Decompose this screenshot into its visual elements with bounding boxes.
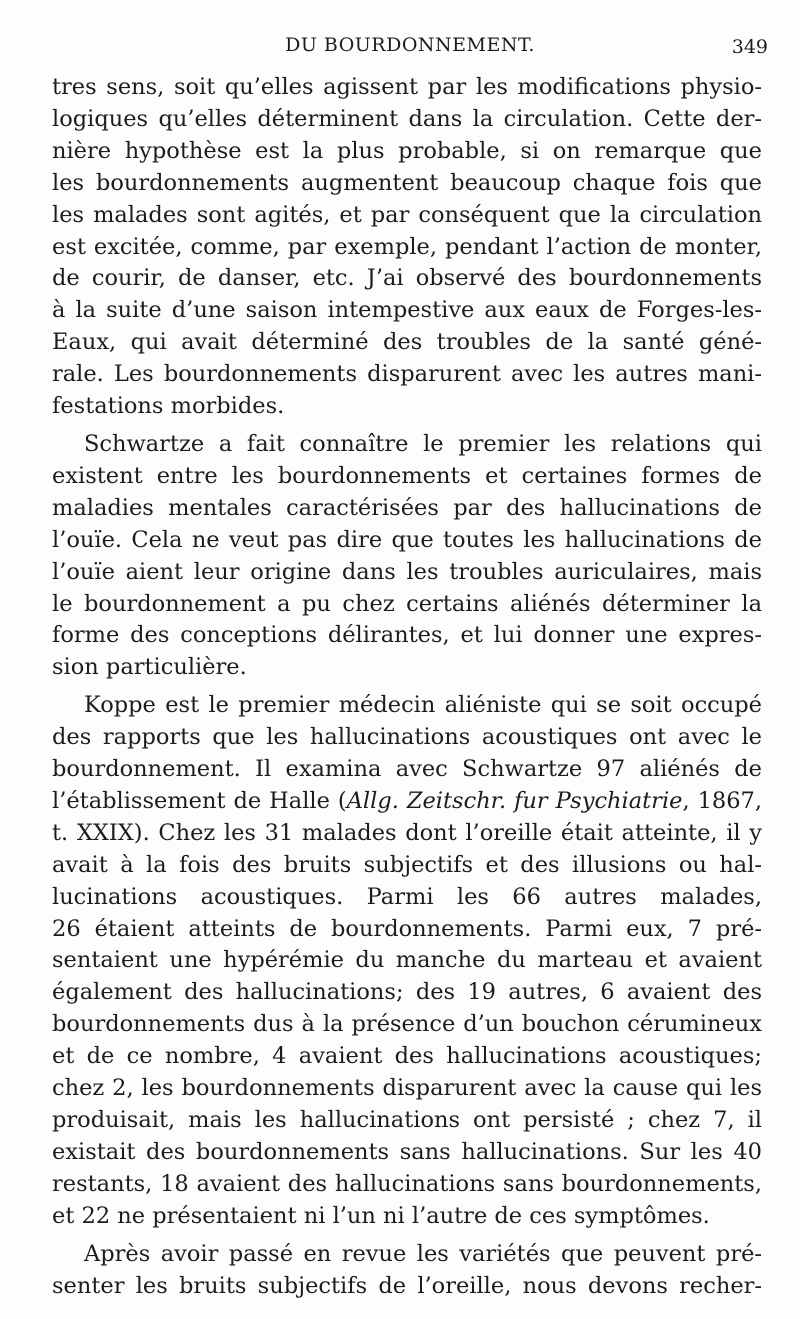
citation-suffix: , 1867,: [682, 787, 762, 814]
body-text: [52, 72, 762, 1302]
page-number: 349: [731, 36, 768, 58]
text-line: existait des bourdonnements sans hallucinations. Sur les 40: [52, 1138, 762, 1165]
text-line: les bourdonnements augmentent beaucoup chaque fois que: [52, 169, 762, 196]
text-line: bourdonnements dus à la présence d’un bouchon cérumineux: [52, 1011, 762, 1038]
text-line: sentaient une hypérémie du manche du marteau et avaient: [52, 947, 762, 974]
text-line: restants, 18 avaient des hallucinations sans bourdonnements,: [52, 1170, 762, 1197]
text-line: tres sens, soit qu’elles agissent par les modifications physio-: [52, 74, 762, 100]
text-line: les malades sont agités, et par conséquent que la circulation: [52, 201, 762, 228]
text-line: à la suite d’une saison intempestive aux eaux de Forges-les-: [52, 297, 762, 324]
text-line: festations morbides.: [52, 393, 285, 420]
text-line: bourdonnement. Il examina avec Schwartze 97 aliénés de: [52, 756, 762, 783]
text-line: rale. Les bourdonnements disparurent avec les autres mani-: [52, 361, 762, 388]
text-line: l’ouïe. Cela ne veut pas dire que toutes les hallucinations de: [52, 526, 762, 553]
text-line: et de ce nombre, 4 avaient des hallucinations acoustiques;: [52, 1043, 762, 1070]
running-title: DU BOURDONNEMENT.: [285, 34, 535, 56]
text-line: Schwartze a fait connaître le premier les relations qui: [84, 430, 762, 457]
text-line: senter les bruits subjectifs de l’oreille, nous devons recher-: [52, 1272, 762, 1299]
text-line: 26 étaient atteints de bourdonnements. Parmi eux, 7 pré-: [52, 915, 762, 942]
text-line: Après avoir passé en revue les variétés que peuvent pré-: [84, 1240, 762, 1267]
citation-journal: Allg. Zeitschr. fur Psychiatrie: [346, 787, 683, 814]
running-head: [52, 34, 768, 64]
text-line: lucinations acoustiques. Parmi les 66 autres malades,: [52, 883, 762, 910]
text-line: Eaux, qui avait déterminé des troubles de la santé géné-: [52, 329, 762, 356]
text-line: chez 2, les bourdonnements disparurent avec la cause qui les: [52, 1075, 762, 1102]
text-line: existent entre les bourdonnements et certaines formes de: [52, 462, 762, 489]
text-line: de courir, de danser, etc. J’ai observé des bourdonnements: [52, 265, 762, 292]
citation-prefix: l’établissement de Halle (: [52, 787, 347, 814]
text-line: t. XXIX). Chez les 31 malades dont l’oreille était atteinte, il y: [52, 819, 762, 846]
text-line: est excitée, comme, par exemple, pendant l’action de monter,: [52, 233, 762, 260]
text-line: nière hypothèse est la plus probable, si on remarque que: [52, 137, 762, 164]
text-line: logiques qu’elles déterminent dans la circulation. Cette der-: [52, 105, 762, 132]
text-line: et 22 ne présentaient ni l’un ni l’autre de ces symptômes.: [52, 1202, 710, 1229]
text-line: des rapports que les hallucinations acoustiques ont avec le: [52, 724, 762, 751]
text-line: l’ouïe aient leur origine dans les troubles auriculaires, mais: [52, 558, 762, 585]
text-line: maladies mentales caractérisées par des hallucinations de: [52, 494, 762, 521]
text-line: forme des conceptions délirantes, et lui donner une expres-: [52, 622, 762, 649]
text-line: produisait, mais les hallucinations ont persisté ; chez 7, il: [52, 1107, 762, 1133]
text-line: avait à la fois des bruits subjectifs et des illusions ou hal-: [52, 851, 762, 878]
text-line: Koppe est le premier médecin aliéniste qui se soit occupé: [84, 692, 762, 719]
text-line: le bourdonnement a pu chez certains aliénés déterminer la: [52, 590, 762, 617]
text-line: également des hallucinations; des 19 autres, 6 avaient des: [52, 979, 762, 1006]
text-line: sion particulière.: [52, 654, 247, 681]
text-line-citation: [52, 786, 762, 818]
